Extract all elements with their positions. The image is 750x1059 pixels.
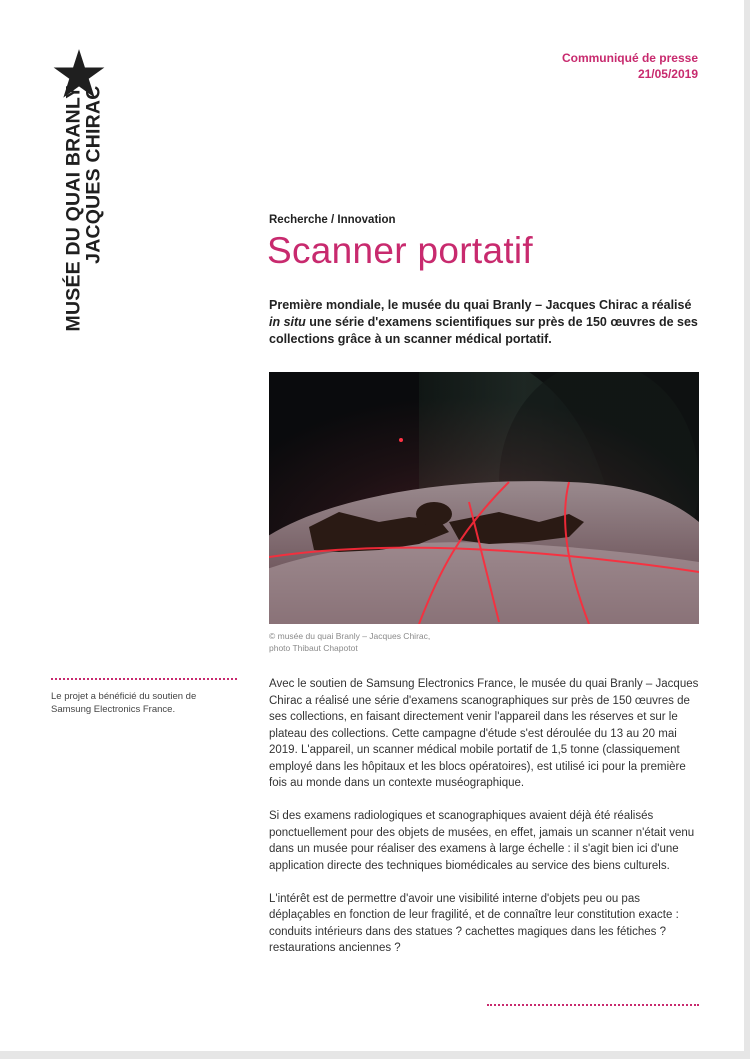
lead-paragraph	[269, 297, 701, 348]
category-label: Recherche / Innovation	[269, 214, 396, 226]
lead-part-1: Première mondiale, le musée du quai Branly – Jacques Chirac a réalisé	[269, 298, 692, 312]
lead-part-2: une série d'examens scientifiques sur près de 150 œuvres de ses collections grâce à un scanner médical portatif.	[269, 315, 698, 346]
caption-line-1: © musée du quai Branly – Jacques Chirac,	[269, 631, 431, 641]
paragraph-1: Avec le soutien de Samsung Electronics France, le musée du quai Branly – Jacques Chirac a réalisé une série d'examens scanographiques sur près de 150 œuvres de ses collections, en faisant directement venir l'appareil dans les réserves et sur le plateau des collections. Cette campagne d'étude s'est déroulée du 13 au 20 mai 2019. L'appareil, un scanner médical mobile portatif de 1,5 tonne (classiquement employé dans les hôpitaux et les blocs opératoires), est utilisé ici pour la première fois au monde dans un contexte muséographique.	[269, 678, 699, 789]
museum-logo	[46, 48, 112, 358]
logo-line-1: MUSÉE DU QUAI BRANLY	[62, 85, 85, 332]
sidenote-divider	[51, 678, 237, 680]
sidenote: Le projet a bénéficié du soutien de Samsung Electronics France.	[51, 691, 197, 715]
caption-line-2: photo Thibaut Chapotot	[269, 643, 358, 653]
logo-line-2: JACQUES CHIRAC	[82, 85, 105, 264]
footer-divider	[487, 1004, 699, 1006]
photo-caption	[269, 630, 430, 654]
scanner-photo	[269, 372, 699, 624]
page-title: Scanner portatif	[267, 230, 534, 271]
paragraph-3: L'intérêt est de permettre d'avoir une visibilité interne d'objets peu ou pas déplaçables en fonction de leur fragilité, et de connaître leur constitution exacte : conduits intérieurs dans des statues ? cachettes magiques dans les fétiches ? restaurations anciennes ?	[269, 892, 679, 954]
body-text	[269, 676, 701, 973]
logo-wordmark	[64, 86, 104, 351]
press-label: Communiqué de presse	[561, 51, 698, 65]
press-date: 21/05/2019	[637, 67, 698, 81]
scanner-photo-illustration	[269, 372, 699, 624]
paragraph-2: Si des examens radiologiques et scanographiques avaient déjà été réalisés ponctuellement pour des objets de musées, en effet, jamais un scanner n'était venu dans un musée pour réaliser des examens à large échelle : il s'agit bien ici d'une application directe des techniques biomédicales au service des biens culturels.	[269, 810, 695, 872]
lead-italic: in situ	[269, 315, 306, 329]
press-header	[562, 50, 698, 82]
